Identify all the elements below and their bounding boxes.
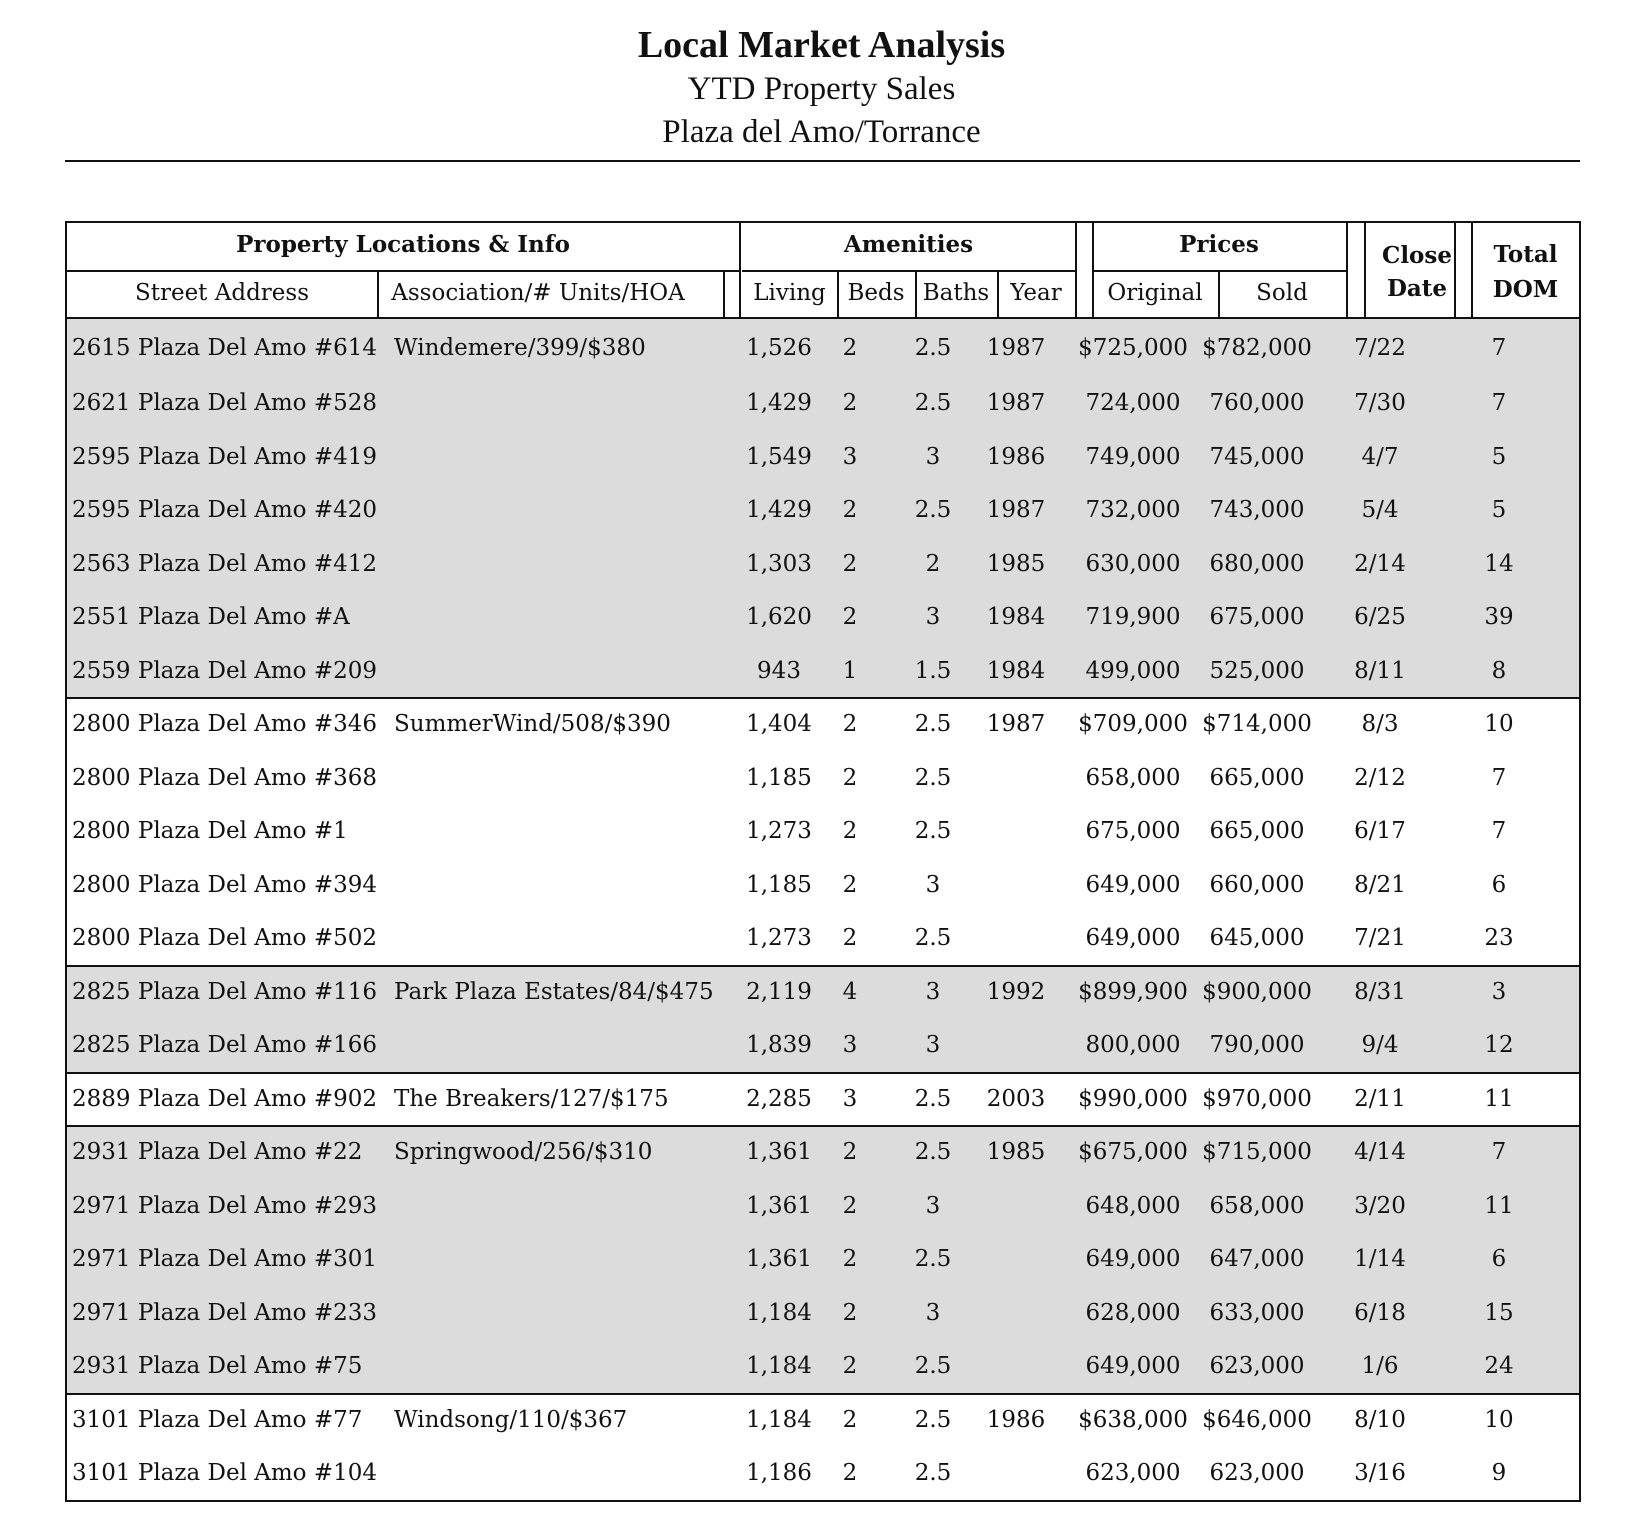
cell-beds: 2 xyxy=(842,1299,858,1326)
cell-original: 649,000 xyxy=(1085,1246,1181,1272)
cell-original: 628,000 xyxy=(1085,1299,1181,1326)
cell-beds: 2 xyxy=(842,497,858,523)
cell-address: 2615 Plaza Del Amo #614 xyxy=(72,335,377,361)
cell-beds: 2 xyxy=(842,925,858,951)
cell-address: 2889 Plaza Del Amo #902 xyxy=(72,1085,377,1112)
group-header-total-dom xyxy=(1472,237,1579,307)
cell-baths: 2.5 xyxy=(914,1353,952,1379)
cell-sold: 665,000 xyxy=(1209,764,1305,791)
cell-close: 1/14 xyxy=(1354,1246,1406,1272)
report-subtitle: YTD Property Sales xyxy=(687,71,956,107)
cell-year: 1986 xyxy=(986,1406,1046,1433)
cell-beds: 2 xyxy=(842,1192,858,1219)
cell-sold: $782,000 xyxy=(1202,335,1312,361)
cell-living: 1,273 xyxy=(746,818,812,844)
cell-baths: 2.5 xyxy=(914,925,952,951)
cell-dom: 7 xyxy=(1491,390,1507,416)
cell-living: 1,273 xyxy=(746,925,812,951)
cell-living: 1,549 xyxy=(746,443,812,470)
cell-beds: 2 xyxy=(842,335,858,361)
header-divider xyxy=(997,270,999,317)
table-row xyxy=(67,322,1579,376)
cell-association: Windsong/110/$367 xyxy=(394,1406,628,1433)
cell-dom: 7 xyxy=(1491,1139,1507,1165)
cell-close: 6/17 xyxy=(1354,818,1406,844)
col-header-beds: Beds xyxy=(847,280,905,306)
cell-close: 4/7 xyxy=(1361,443,1399,470)
cell-living: 1,361 xyxy=(746,1192,812,1219)
table-row xyxy=(67,1073,1579,1127)
cell-sold: 660,000 xyxy=(1209,871,1305,898)
cell-living: 1,303 xyxy=(746,550,812,577)
cell-sold: 623,000 xyxy=(1209,1460,1305,1486)
cell-close: 6/18 xyxy=(1354,1299,1406,1326)
cell-address: 2800 Plaza Del Amo #346 xyxy=(72,711,377,737)
cell-year: 2003 xyxy=(986,1085,1046,1112)
cell-dom: 5 xyxy=(1491,443,1507,470)
table-row xyxy=(67,805,1579,859)
cell-association: Park Plaza Estates/84/$475 xyxy=(394,978,714,1005)
cell-baths: 2.5 xyxy=(914,1139,952,1165)
cell-living: 1,429 xyxy=(746,497,812,523)
header-divider xyxy=(739,223,741,317)
total-dom-label-line2: DOM xyxy=(1492,276,1559,303)
table-row xyxy=(67,1180,1579,1234)
header-divider xyxy=(1346,223,1348,317)
cell-original: 675,000 xyxy=(1085,818,1181,844)
cell-sold: 665,000 xyxy=(1209,818,1305,844)
header-divider xyxy=(377,270,379,317)
cell-living: 943 xyxy=(757,657,801,684)
header-rule-property xyxy=(67,270,739,272)
cell-sold: 525,000 xyxy=(1209,657,1305,684)
col-header-sold: Sold xyxy=(1256,280,1308,306)
table-row xyxy=(67,377,1579,431)
cell-dom: 9 xyxy=(1491,1460,1507,1486)
cell-beds: 2 xyxy=(842,818,858,844)
cell-sold: 647,000 xyxy=(1209,1246,1305,1272)
table-row xyxy=(67,1019,1579,1073)
cell-living: 1,184 xyxy=(746,1299,812,1326)
cell-close: 8/3 xyxy=(1361,711,1399,737)
cell-close: 7/21 xyxy=(1354,925,1406,951)
cell-living: 1,185 xyxy=(746,871,812,898)
header-divider xyxy=(837,270,839,317)
cell-baths: 2.5 xyxy=(914,1406,952,1433)
cell-sold: 743,000 xyxy=(1209,497,1305,523)
cell-dom: 39 xyxy=(1484,604,1514,630)
cell-address: 2559 Plaza Del Amo #209 xyxy=(72,657,377,684)
table-row xyxy=(67,591,1579,645)
cell-close: 8/21 xyxy=(1354,871,1406,898)
cell-year: 1984 xyxy=(986,604,1046,630)
cell-close: 7/22 xyxy=(1354,335,1406,361)
cell-dom: 14 xyxy=(1484,550,1514,577)
cell-original: 649,000 xyxy=(1085,871,1181,898)
title-divider xyxy=(65,160,1580,162)
cell-original: 648,000 xyxy=(1085,1192,1181,1219)
cell-baths: 1.5 xyxy=(914,657,952,684)
cell-beds: 3 xyxy=(842,443,858,470)
table-row xyxy=(67,1233,1579,1287)
cell-close: 2/12 xyxy=(1354,764,1406,791)
header-divider xyxy=(915,270,917,317)
cell-living: 1,185 xyxy=(746,764,812,791)
cell-original: $675,000 xyxy=(1078,1139,1188,1165)
cell-beds: 2 xyxy=(842,764,858,791)
cell-original: $990,000 xyxy=(1078,1085,1188,1112)
cell-address: 3101 Plaza Del Amo #77 xyxy=(72,1406,363,1433)
cell-year: 1986 xyxy=(986,443,1046,470)
cell-close: 5/4 xyxy=(1361,497,1399,523)
cell-beds: 2 xyxy=(842,604,858,630)
group-header-property: Property Locations & Info xyxy=(236,231,570,258)
cell-beds: 2 xyxy=(842,1406,858,1433)
cell-living: 1,429 xyxy=(746,390,812,416)
cell-address: 2800 Plaza Del Amo #502 xyxy=(72,925,377,951)
cell-address: 2621 Plaza Del Amo #528 xyxy=(72,390,377,416)
cell-dom: 15 xyxy=(1484,1299,1514,1326)
cell-dom: 10 xyxy=(1484,1406,1514,1433)
table-row xyxy=(67,912,1579,966)
report-title-block xyxy=(0,22,1643,154)
cell-address: 2563 Plaza Del Amo #412 xyxy=(72,550,377,577)
cell-original: 649,000 xyxy=(1085,1353,1181,1379)
cell-baths: 2.5 xyxy=(914,711,952,737)
col-header-year: Year xyxy=(1010,280,1062,306)
cell-dom: 24 xyxy=(1484,1353,1514,1379)
cell-sold: 675,000 xyxy=(1209,604,1305,630)
sales-table xyxy=(65,221,1581,1502)
col-header-living: Living xyxy=(753,280,826,306)
col-header-street-address: Street Address xyxy=(134,280,310,306)
cell-dom: 7 xyxy=(1491,764,1507,791)
cell-year: 1987 xyxy=(986,711,1046,737)
cell-original: $709,000 xyxy=(1078,711,1188,737)
cell-year: 1992 xyxy=(986,978,1046,1005)
cell-beds: 2 xyxy=(842,1460,858,1486)
cell-sold: $900,000 xyxy=(1202,978,1312,1005)
cell-association: Springwood/256/$310 xyxy=(394,1139,653,1165)
cell-original: $638,000 xyxy=(1078,1406,1188,1433)
cell-living: 1,404 xyxy=(746,711,812,737)
cell-dom: 10 xyxy=(1484,711,1514,737)
col-header-original: Original xyxy=(1107,280,1203,306)
cell-original: $899,900 xyxy=(1078,978,1188,1005)
cell-baths: 2 xyxy=(925,550,941,577)
cell-address: 2825 Plaza Del Amo #166 xyxy=(72,1032,377,1058)
table-row xyxy=(67,698,1579,752)
cell-beds: 3 xyxy=(842,1085,858,1112)
cell-baths: 3 xyxy=(925,1032,941,1058)
cell-dom: 12 xyxy=(1484,1032,1514,1058)
cell-original: 630,000 xyxy=(1085,550,1181,577)
cell-original: $725,000 xyxy=(1078,335,1188,361)
cell-baths: 2.5 xyxy=(914,1460,952,1486)
cell-sold: 745,000 xyxy=(1209,443,1305,470)
cell-beds: 2 xyxy=(842,871,858,898)
cell-living: 1,184 xyxy=(746,1406,812,1433)
cell-sold: 790,000 xyxy=(1209,1032,1305,1058)
cell-living: 1,526 xyxy=(746,335,812,361)
cell-address: 2800 Plaza Del Amo #1 xyxy=(72,818,348,844)
table-row xyxy=(67,645,1579,699)
cell-address: 2800 Plaza Del Amo #368 xyxy=(72,764,377,791)
report-title: Local Market Analysis xyxy=(637,24,1006,66)
cell-baths: 3 xyxy=(925,871,941,898)
header-divider xyxy=(1454,223,1456,317)
report-location: Plaza del Amo/Torrance xyxy=(662,114,981,150)
cell-original: 658,000 xyxy=(1085,764,1181,791)
table-row xyxy=(67,1287,1579,1341)
cell-dom: 23 xyxy=(1484,925,1514,951)
cell-baths: 2.5 xyxy=(914,497,952,523)
cell-original: 800,000 xyxy=(1085,1032,1181,1058)
header-divider xyxy=(1471,223,1473,317)
cell-baths: 3 xyxy=(925,604,941,630)
cell-beds: 2 xyxy=(842,1353,858,1379)
cell-baths: 2.5 xyxy=(914,335,952,361)
cell-living: 2,119 xyxy=(746,978,812,1005)
header-divider xyxy=(1092,223,1094,317)
cell-beds: 1 xyxy=(842,657,858,684)
table-row xyxy=(67,484,1579,538)
cell-original: 623,000 xyxy=(1085,1460,1181,1486)
cell-association: The Breakers/127/$175 xyxy=(394,1085,669,1112)
table-row xyxy=(67,1126,1579,1180)
table-row xyxy=(67,1394,1579,1448)
cell-address: 2971 Plaza Del Amo #301 xyxy=(72,1246,377,1272)
cell-baths: 2.5 xyxy=(914,764,952,791)
cell-address: 2595 Plaza Del Amo #420 xyxy=(72,497,377,523)
cell-sold: $646,000 xyxy=(1202,1406,1312,1433)
cell-living: 1,361 xyxy=(746,1246,812,1272)
table-row xyxy=(67,752,1579,806)
table-row xyxy=(67,538,1579,592)
header-divider xyxy=(1218,270,1220,317)
close-date-label-line1: Close xyxy=(1382,242,1452,269)
cell-address: 3101 Plaza Del Amo #104 xyxy=(72,1460,377,1486)
cell-close: 7/30 xyxy=(1354,390,1406,416)
group-header-amenities: Amenities xyxy=(843,231,974,258)
cell-address: 2971 Plaza Del Amo #233 xyxy=(72,1299,377,1326)
table-row xyxy=(67,859,1579,913)
cell-sold: 633,000 xyxy=(1209,1299,1305,1326)
cell-living: 1,839 xyxy=(746,1032,812,1058)
cell-baths: 2.5 xyxy=(914,1085,952,1112)
cell-sold: 645,000 xyxy=(1209,925,1305,951)
cell-association: Windemere/399/$380 xyxy=(394,335,646,361)
cell-dom: 6 xyxy=(1491,1246,1507,1272)
cell-close: 3/20 xyxy=(1354,1192,1406,1219)
cell-year: 1987 xyxy=(986,390,1046,416)
cell-beds: 2 xyxy=(842,550,858,577)
cell-year: 1985 xyxy=(986,550,1046,577)
cell-close: 1/6 xyxy=(1361,1353,1399,1379)
cell-address: 2931 Plaza Del Amo #22 xyxy=(72,1139,363,1165)
cell-baths: 3 xyxy=(925,978,941,1005)
cell-dom: 3 xyxy=(1491,978,1507,1005)
cell-original: 649,000 xyxy=(1085,925,1181,951)
cell-year: 1987 xyxy=(986,497,1046,523)
cell-beds: 4 xyxy=(842,978,858,1005)
col-header-baths: Baths xyxy=(922,280,990,306)
cell-original: 724,000 xyxy=(1085,390,1181,416)
cell-close: 2/14 xyxy=(1354,550,1406,577)
cell-dom: 5 xyxy=(1491,497,1507,523)
table-row xyxy=(67,1447,1579,1501)
header-divider xyxy=(1364,223,1366,317)
cell-close: 8/11 xyxy=(1354,657,1406,684)
total-dom-label-line1: Total xyxy=(1493,241,1558,268)
cell-baths: 2.5 xyxy=(914,1246,952,1272)
col-header-association: Association/# Units/HOA xyxy=(391,280,685,306)
cell-dom: 6 xyxy=(1491,871,1507,898)
cell-sold: 658,000 xyxy=(1209,1192,1305,1219)
cell-close: 9/4 xyxy=(1361,1032,1399,1058)
header-divider xyxy=(1075,223,1077,317)
cell-living: 1,620 xyxy=(746,604,812,630)
cell-baths: 2.5 xyxy=(914,818,952,844)
cell-year: 1987 xyxy=(986,335,1046,361)
cell-close: 2/11 xyxy=(1354,1085,1406,1112)
cell-beds: 2 xyxy=(842,711,858,737)
cell-original: 499,000 xyxy=(1085,657,1181,684)
cell-sold: 680,000 xyxy=(1209,550,1305,577)
cell-address: 2931 Plaza Del Amo #75 xyxy=(72,1353,363,1379)
cell-beds: 2 xyxy=(842,1139,858,1165)
cell-dom: 7 xyxy=(1491,335,1507,361)
table-row xyxy=(67,431,1579,485)
cell-beds: 2 xyxy=(842,390,858,416)
cell-address: 2551 Plaza Del Amo #A xyxy=(72,604,350,630)
header-divider xyxy=(723,270,725,317)
cell-address: 2800 Plaza Del Amo #394 xyxy=(72,871,377,898)
cell-sold: $715,000 xyxy=(1202,1139,1312,1165)
cell-living: 1,186 xyxy=(746,1460,812,1486)
cell-original: 749,000 xyxy=(1085,443,1181,470)
cell-address: 2971 Plaza Del Amo #293 xyxy=(72,1192,377,1219)
cell-beds: 3 xyxy=(842,1032,858,1058)
cell-original: 719,900 xyxy=(1085,604,1181,630)
close-date-label-line2: Date xyxy=(1386,275,1448,302)
cell-close: 3/16 xyxy=(1354,1460,1406,1486)
cell-original: 732,000 xyxy=(1085,497,1181,523)
cell-sold: 760,000 xyxy=(1209,390,1305,416)
cell-living: 1,361 xyxy=(746,1139,812,1165)
cell-year: 1984 xyxy=(986,657,1046,684)
cell-baths: 2.5 xyxy=(914,390,952,416)
table-row xyxy=(67,966,1579,1020)
cell-address: 2595 Plaza Del Amo #419 xyxy=(72,443,377,470)
header-rule-amenities xyxy=(742,270,1075,272)
cell-beds: 2 xyxy=(842,1246,858,1272)
cell-sold: 623,000 xyxy=(1209,1353,1305,1379)
cell-close: 4/14 xyxy=(1354,1139,1406,1165)
cell-living: 1,184 xyxy=(746,1353,812,1379)
cell-close: 6/25 xyxy=(1354,604,1406,630)
cell-baths: 3 xyxy=(925,1192,941,1219)
cell-dom: 11 xyxy=(1484,1192,1514,1219)
cell-close: 8/31 xyxy=(1354,978,1406,1005)
group-header-prices: Prices xyxy=(1179,231,1259,258)
cell-close: 8/10 xyxy=(1354,1406,1406,1433)
cell-dom: 8 xyxy=(1491,657,1507,684)
cell-association: SummerWind/508/$390 xyxy=(394,711,671,737)
cell-living: 2,285 xyxy=(746,1085,812,1112)
cell-address: 2825 Plaza Del Amo #116 xyxy=(72,978,377,1005)
cell-sold: $970,000 xyxy=(1202,1085,1312,1112)
cell-sold: $714,000 xyxy=(1202,711,1312,737)
cell-dom: 7 xyxy=(1491,818,1507,844)
cell-baths: 3 xyxy=(925,1299,941,1326)
cell-dom: 11 xyxy=(1484,1085,1514,1112)
cell-year: 1985 xyxy=(986,1139,1046,1165)
cell-baths: 3 xyxy=(925,443,941,470)
table-row xyxy=(67,1340,1579,1394)
